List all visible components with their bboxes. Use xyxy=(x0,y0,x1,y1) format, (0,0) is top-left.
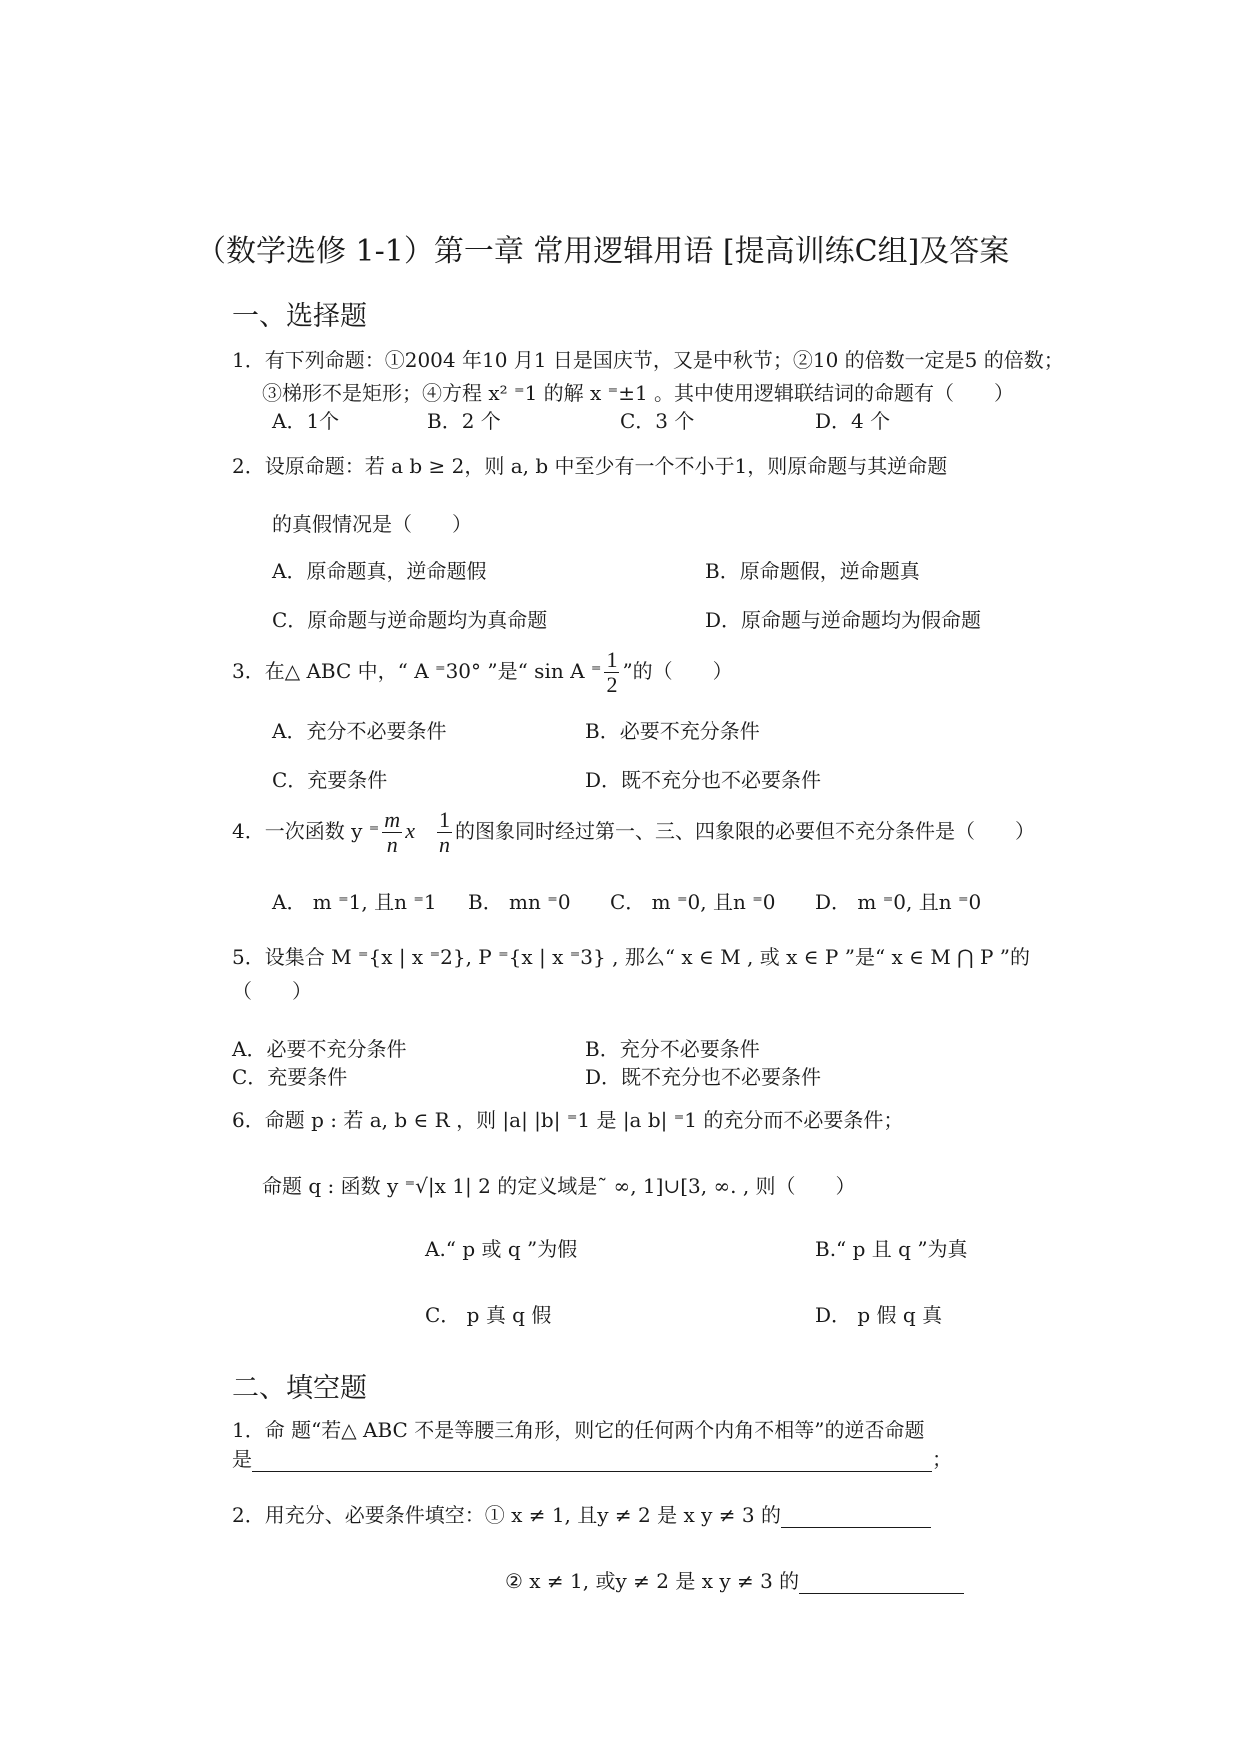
q4-fraction-1-numerator: m xyxy=(384,807,401,832)
f1-line-2-suffix: ； xyxy=(932,1447,952,1471)
q1-option-c: C．3 个 xyxy=(620,409,695,433)
q3-option-b: B．必要不充分条件 xyxy=(585,719,760,743)
q3-stem-suffix: ”的（ ） xyxy=(622,659,733,683)
q1-line-2: ③梯形不是矩形；④方程 x² ⁼1 的解 x ⁼±1 。其中使用逻辑联结词的命题有（ ） xyxy=(262,381,1015,405)
q3-fraction xyxy=(604,648,619,697)
q4-fraction-1-denominator: n xyxy=(386,832,398,857)
q5-line-1: 5．设集合 M ⁼{x | x ⁼2}, P ⁼{x | x ⁼3} , 那么“ x ∈ M , 或 x ∈ P ”是“ x ∈ M ⋂ P ”的 xyxy=(232,945,1030,969)
q6-option-a: A.“ p 或 q ”为假 xyxy=(425,1237,578,1261)
q6-option-b: B.“ p 且 q ”为真 xyxy=(815,1237,968,1261)
q4-stem-prefix: 4．一次函数 y ⁼ xyxy=(232,819,380,843)
q1-option-a: A．1个 xyxy=(272,409,340,433)
f2-line-1 xyxy=(232,1502,931,1528)
q4-fraction-1-over-n xyxy=(437,808,452,857)
q4-option-b: B． mn ⁼0 xyxy=(468,890,571,914)
q3-fraction-numerator: 1 xyxy=(606,647,618,672)
q2-line-2: 的真假情况是（ ） xyxy=(272,512,472,536)
q4-option-c: C． m ⁼0, 且n ⁼0 xyxy=(610,890,776,914)
q2-option-a: A．原命题真，逆命题假 xyxy=(272,559,487,583)
section-heading-choice: 一、选择题 xyxy=(232,301,367,332)
q5-option-d: D．既不充分也不必要条件 xyxy=(585,1065,822,1089)
f1-line-2 xyxy=(232,1446,952,1472)
q3-stem-prefix: 3．在△ ABC 中，“ A ⁼30° ”是“ sin A ⁼ xyxy=(232,659,602,683)
q5-option-c: C．充要条件 xyxy=(232,1065,348,1089)
f1-line-1: 1．命 题“若△ ABC 不是等腰三角形，则它的任何两个内角不相等”的逆否命题 xyxy=(232,1418,925,1442)
q5-option-a: A．必要不充分条件 xyxy=(232,1037,407,1061)
q1-option-d: D．4 个 xyxy=(815,409,891,433)
q3-option-a: A．充分不必要条件 xyxy=(272,719,447,743)
q3-option-c: C．充要条件 xyxy=(272,768,388,792)
q4-option-d: D． m ⁼0, 且n ⁼0 xyxy=(815,890,982,914)
q3-stem xyxy=(232,648,733,697)
f2-line-2 xyxy=(505,1568,964,1594)
q4-stem-suffix: 的图象同时经过第一、三、四象限的必要但不充分条件是（ ） xyxy=(455,819,1036,843)
q2-line-1: 2．设原命题：若 a b ≥ 2，则 a, b 中至少有一个不小于1，则原命题与其逆命题 xyxy=(232,454,948,478)
q6-option-d: D． p 假 q 真 xyxy=(815,1303,943,1327)
q3-fraction-denominator: 2 xyxy=(606,672,618,697)
q4-fraction-2-denominator: n xyxy=(439,832,451,857)
q4-fraction-m-over-n xyxy=(382,808,402,857)
q2-option-d: D．原命题与逆命题均为假命题 xyxy=(705,608,982,632)
f2-answer-blank-2[interactable] xyxy=(799,1571,964,1594)
f2-line-2-text: ② x ≠ 1, 或y ≠ 2 是 x y ≠ 3 的 xyxy=(505,1569,800,1593)
f2-line-1-text: 2．用充分、必要条件填空：① x ≠ 1, 且y ≠ 2 是 x y ≠ 3 的 xyxy=(232,1503,781,1527)
q5-line-2: （ ） xyxy=(232,979,312,1003)
f1-answer-blank[interactable] xyxy=(252,1449,932,1472)
q3-option-d: D．既不充分也不必要条件 xyxy=(585,768,822,792)
q4-variable-x: x xyxy=(405,818,415,843)
section-heading-fill: 二、填空题 xyxy=(232,1373,367,1404)
q4-stem xyxy=(232,808,1035,857)
q2-option-b: B．原命题假，逆命题真 xyxy=(705,559,920,583)
q4-option-a: A． m ⁼1, 且n ⁼1 xyxy=(272,890,437,914)
q5-option-b: B．充分不必要条件 xyxy=(585,1037,760,1061)
q1-option-b: B．2 个 xyxy=(427,409,501,433)
q6-line-1: 6．命题 p : 若 a, b ∈ R ，则 |a| |b| ⁼1 是 |a b| ⁼1 的充分而不必要条件； xyxy=(232,1108,904,1132)
f1-line-2-prefix: 是 xyxy=(232,1447,252,1471)
q2-option-c: C．原命题与逆命题均为真命题 xyxy=(272,608,548,632)
q1-line-1: 1．有下列命题：①2004 年10 月1 日是国庆节，又是中秋节；②10 的倍数一定是5 的倍数； xyxy=(232,348,1064,372)
f2-answer-blank-1[interactable] xyxy=(781,1505,931,1528)
q4-fraction-2-numerator: 1 xyxy=(439,807,451,832)
q6-line-2: 命题 q : 函数 y ⁼√|x 1| 2 的定义域是˜ ∞, 1]∪[3, ∞. , 则（ ） xyxy=(262,1174,856,1198)
document-title: （数学选修 1-1）第一章 常用逻辑用语 [提高训练C组]及答案 xyxy=(196,234,1010,269)
q6-option-c: C． p 真 q 假 xyxy=(425,1303,552,1327)
